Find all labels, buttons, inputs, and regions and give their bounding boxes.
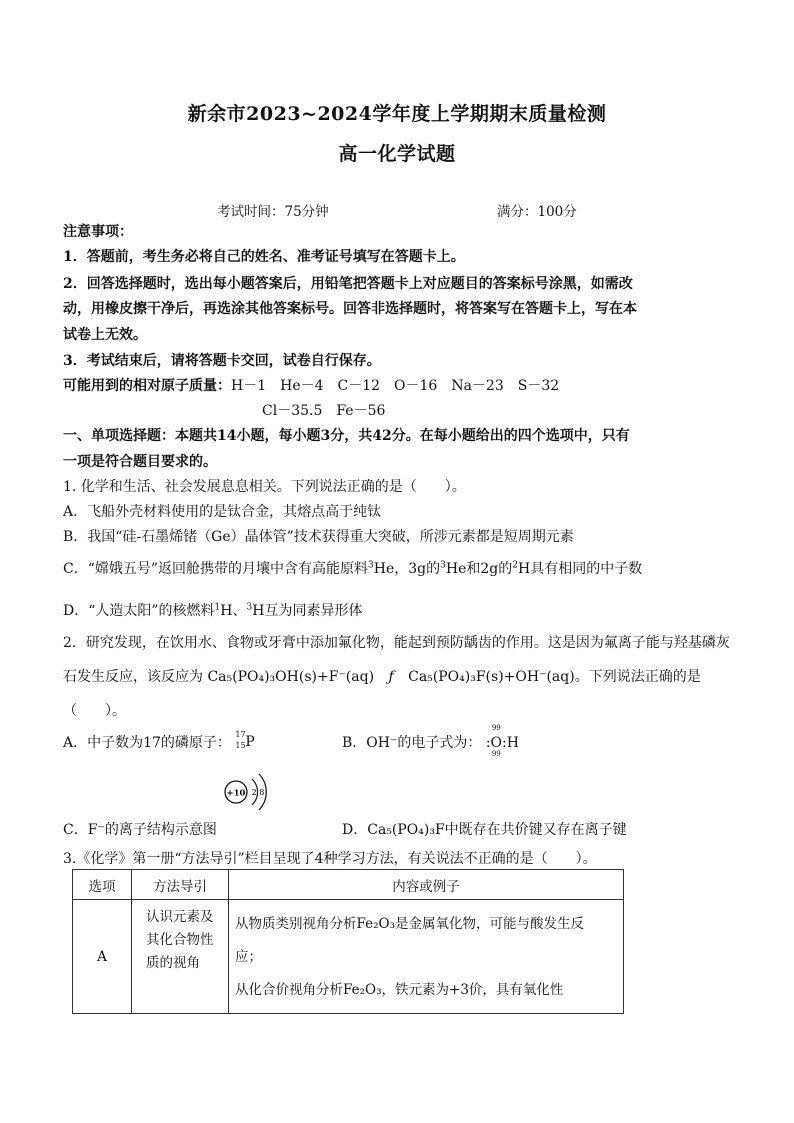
q2-option-a-text: A．中子数为17的磷原子： <box>63 735 231 751</box>
q3-table-row-a <box>73 900 624 1014</box>
q2-line-1: 2．研究发现，在饮用水、食物或牙膏中添加氟化物，能起到预防龋齿的作用。这是因为氟离子能与羟基磷灰 <box>63 635 730 651</box>
q3-row-a-guide: 认识元素及其化合物性质的视角 <box>132 900 229 1014</box>
q2-option-b <box>342 724 519 758</box>
q1-option-d-h1: H <box>220 603 233 619</box>
atomic-masses-values-1: H－1 He－4 C－12 O－16 Na－23 S－32 <box>231 378 560 394</box>
q2-option-b-text: B．OH⁻的电子式为： <box>342 735 482 751</box>
q2-option-a-mass-number: 17 <box>235 730 246 739</box>
atomic-masses-line-2: Cl－35.5 Fe－56 <box>262 403 386 419</box>
section-1-line-2: 一项是符合题目要求的。 <box>63 454 217 470</box>
q2-equation-left: Ca₅(PO₄)₃OH(s)+F⁻(aq) <box>207 669 375 685</box>
q2-option-d-formula: Ca₅(PO₄)₃F <box>367 822 445 838</box>
fluoride-ion-structure-diagram <box>222 768 272 816</box>
note-2-line-3: 试卷上无效。 <box>63 327 147 343</box>
atomic-masses-line-1 <box>63 375 559 395</box>
note-2-line-2: 动，用橡皮擦干净后，再选涂其他答案标号。回答非选择题时，将答案写在答题卡上，写在本 <box>63 301 637 317</box>
q3-row-a-content <box>229 900 624 1014</box>
q1-option-d-text: D．“人造太阳”的核燃料 <box>63 603 215 619</box>
q1-option-c-mid2: He和2g的 <box>445 561 513 577</box>
q1-option-d-sep: 、 <box>232 603 247 619</box>
q2-equation-right: Ca₅(PO₄)₃F(s)+OH⁻(aq) <box>408 669 575 685</box>
exam-title: 新余市2023~2024学年度上学期期末质量检测 <box>187 103 607 125</box>
q1-option-c-mid1: ，3g的 <box>394 561 441 577</box>
full-score: 满分：100分 <box>497 204 577 220</box>
q3-row-a-content-line-3: 从化合价视角分析Fe₂O₃，铁元素为+3价，具有氧化性 <box>235 982 564 998</box>
q2-equation-arrow: ƒ <box>388 669 394 685</box>
q3-header-content: 内容或例子 <box>229 870 624 900</box>
q2-option-a-atomic-number: 15 <box>235 741 246 750</box>
nucleus-charge: +10 <box>226 788 246 799</box>
q3-table <box>72 869 624 1014</box>
q1-option-c-text: C．“嫦娥五号”返回舱携带的月壤中含有高能原料 <box>63 561 369 577</box>
q2-line-2 <box>63 666 701 686</box>
q2-line-2-text: 石发生反应，该反应为 <box>63 669 203 685</box>
q1-option-d: D．“人造太阳”的核燃料$^1$H、$^3$H互为同素异形体 <box>63 602 363 619</box>
q1-option-d-end: 互为同素异形体 <box>264 603 363 619</box>
q2-option-d-label: D． <box>342 822 368 838</box>
q2-option-b-dots-bottom: 99 <box>491 750 501 758</box>
atomic-masses-label: 可能用到的相对原子质量： <box>63 378 231 394</box>
q1-stem: 1. 化学和生活、社会发展息息相关。下列说法正确的是（ ）。 <box>63 479 466 495</box>
q1-option-c-h: H <box>517 561 531 577</box>
q3-row-a-option: A <box>73 900 132 1014</box>
q2-option-b-formula <box>485 724 519 758</box>
q2-option-a-nuclide <box>235 730 255 750</box>
q3-table-header-row <box>73 870 624 900</box>
note-3: 3．考试结束后，请将答题卡交回，试卷自行保存。 <box>63 353 381 369</box>
electron-shell-counts: 2 8 <box>251 788 265 797</box>
q2-line-3: （ ）。 <box>63 703 126 719</box>
q2-option-c: C．F⁻的离子结构示意图 <box>63 822 217 838</box>
q2-option-d-text: 中既存在共价键又存在离子键 <box>444 822 627 838</box>
exam-time: 考试时间：75分钟 <box>217 204 329 220</box>
q3-stem: 3.《化学》第一册“方法导引”栏目呈现了4种学习方法，有关说法不正确的是（ ）。 <box>63 851 597 867</box>
q2-option-a-symbol: P <box>245 734 255 750</box>
q2-option-b-dots-top: 99 <box>491 724 501 732</box>
note-1: 1．答题前，考生务必将自己的姓名、准考证号填写在答题卡上。 <box>63 249 465 265</box>
section-1-line-1: 一、单项选择题：本题共14小题，每小题3分，共42分。在每小题给出的四个选项中，只有 <box>63 428 630 444</box>
q1-option-c-he: He <box>373 561 395 577</box>
q2-option-b-electron-formula: :O:H <box>485 735 519 751</box>
q1-option-d-h3: H <box>252 603 265 619</box>
q2-option-d <box>342 819 627 839</box>
q1-option-b: B．我国“硅-石墨烯锗（Ge）晶体管”技术获得重大突破，所涉元素都是短周期元素 <box>63 529 574 545</box>
q1-option-a: A．飞船外壳材料使用的是钛合金，其熔点高于纯钛 <box>63 504 382 520</box>
notes-heading: 注意事项： <box>63 224 133 240</box>
q3-header-guide: 方法导引 <box>132 870 229 900</box>
q1-option-c-end: 具有相同的中子数 <box>530 561 643 577</box>
exam-subtitle: 高一化学试题 <box>338 143 456 165</box>
q1-option-c: C．“嫦娥五号”返回舱携带的月壤中含有高能原料$^3$He，3g的$^3$He和2g的$^2$H具有相同的中子数 <box>63 560 643 577</box>
q3-header-option: 选项 <box>73 870 132 900</box>
q3-row-a-content-line-1: 从物质类别视角分析Fe₂O₃是金属氧化物，可能与酸发生反 <box>235 916 585 932</box>
note-2-line-1: 2．回答选择题时，选出每小题答案后，用铅笔把答题卡上对应题目的答案标号涂黑，如需改 <box>63 276 633 292</box>
q2-option-a <box>63 732 253 752</box>
q3-row-a-content-line-2: 应； <box>235 949 262 965</box>
q2-line-2-end: 。下列说法正确的是 <box>574 669 701 685</box>
